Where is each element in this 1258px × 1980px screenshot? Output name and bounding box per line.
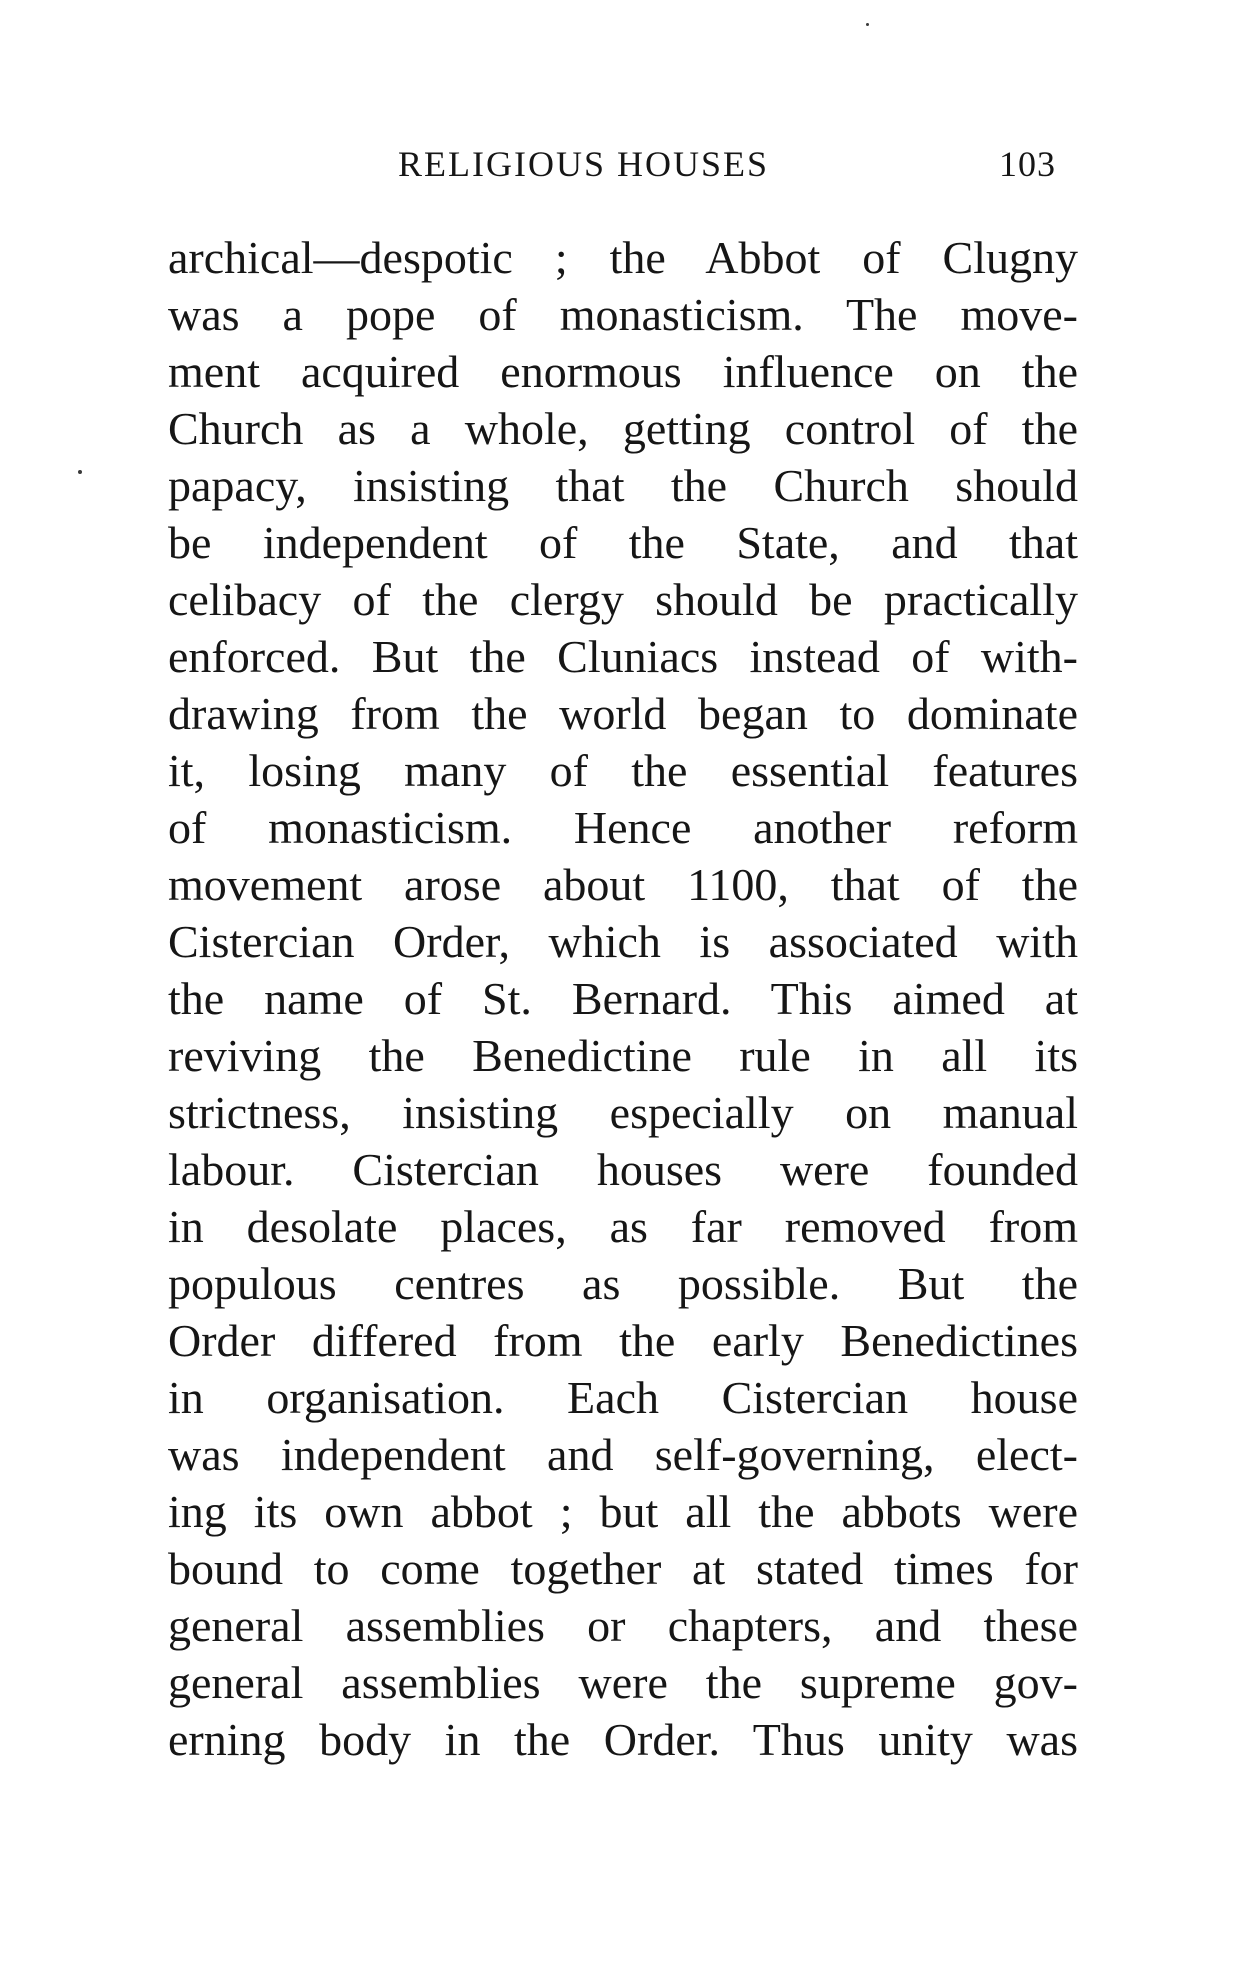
print-speck bbox=[866, 23, 869, 26]
text-line: celibacy of the clergy should be practically bbox=[168, 574, 1078, 625]
text-line: strictness, insisting especially on manual bbox=[168, 1087, 1078, 1138]
text-line: populous centres as possible. But the bbox=[168, 1258, 1078, 1309]
text-line: archical—despotic ; the Abbot of Clugny bbox=[168, 232, 1078, 283]
text-line: reviving the Benedictine rule in all its bbox=[168, 1030, 1078, 1081]
text-line: was independent and self-governing, elect- bbox=[168, 1429, 1078, 1480]
text-line: bound to come together at stated times for bbox=[168, 1543, 1078, 1594]
text-line: was a pope of monasticism. The move- bbox=[168, 289, 1078, 340]
text-line: enforced. But the Cluniacs instead of with- bbox=[168, 631, 1078, 682]
text-line: general assemblies were the supreme gov- bbox=[168, 1657, 1078, 1708]
text-line: in organisation. Each Cistercian house bbox=[168, 1372, 1078, 1423]
body-text bbox=[168, 229, 1078, 1768]
text-line: the name of St. Bernard. This aimed at bbox=[168, 973, 1078, 1024]
running-header bbox=[0, 142, 1258, 186]
text-line: be independent of the State, and that bbox=[168, 517, 1078, 568]
text-line: drawing from the world began to dominate bbox=[168, 688, 1078, 739]
text-line: it, losing many of the essential features bbox=[168, 745, 1078, 796]
text-line: papacy, insisting that the Church should bbox=[168, 460, 1078, 511]
text-line: in desolate places, as far removed from bbox=[168, 1201, 1078, 1252]
page-number: 103 bbox=[999, 144, 1056, 184]
text-line: ment acquired enormous influence on the bbox=[168, 346, 1078, 397]
text-line: erning body in the Order. Thus unity was bbox=[168, 1714, 1078, 1765]
text-line: general assemblies or chapters, and these bbox=[168, 1600, 1078, 1651]
text-line: Church as a whole, getting control of the bbox=[168, 403, 1078, 454]
text-line: labour. Cistercian houses were founded bbox=[168, 1144, 1078, 1195]
text-line: Cistercian Order, which is associated with bbox=[168, 916, 1078, 967]
print-speck bbox=[78, 470, 82, 474]
text-line: Order differed from the early Benedictines bbox=[168, 1315, 1078, 1366]
text-line: of monasticism. Hence another reform bbox=[168, 802, 1078, 853]
text-line: ing its own abbot ; but all the abbots were bbox=[168, 1486, 1078, 1537]
running-title: RELIGIOUS HOUSES bbox=[398, 144, 770, 184]
text-line: movement arose about 1100, that of the bbox=[168, 859, 1078, 910]
